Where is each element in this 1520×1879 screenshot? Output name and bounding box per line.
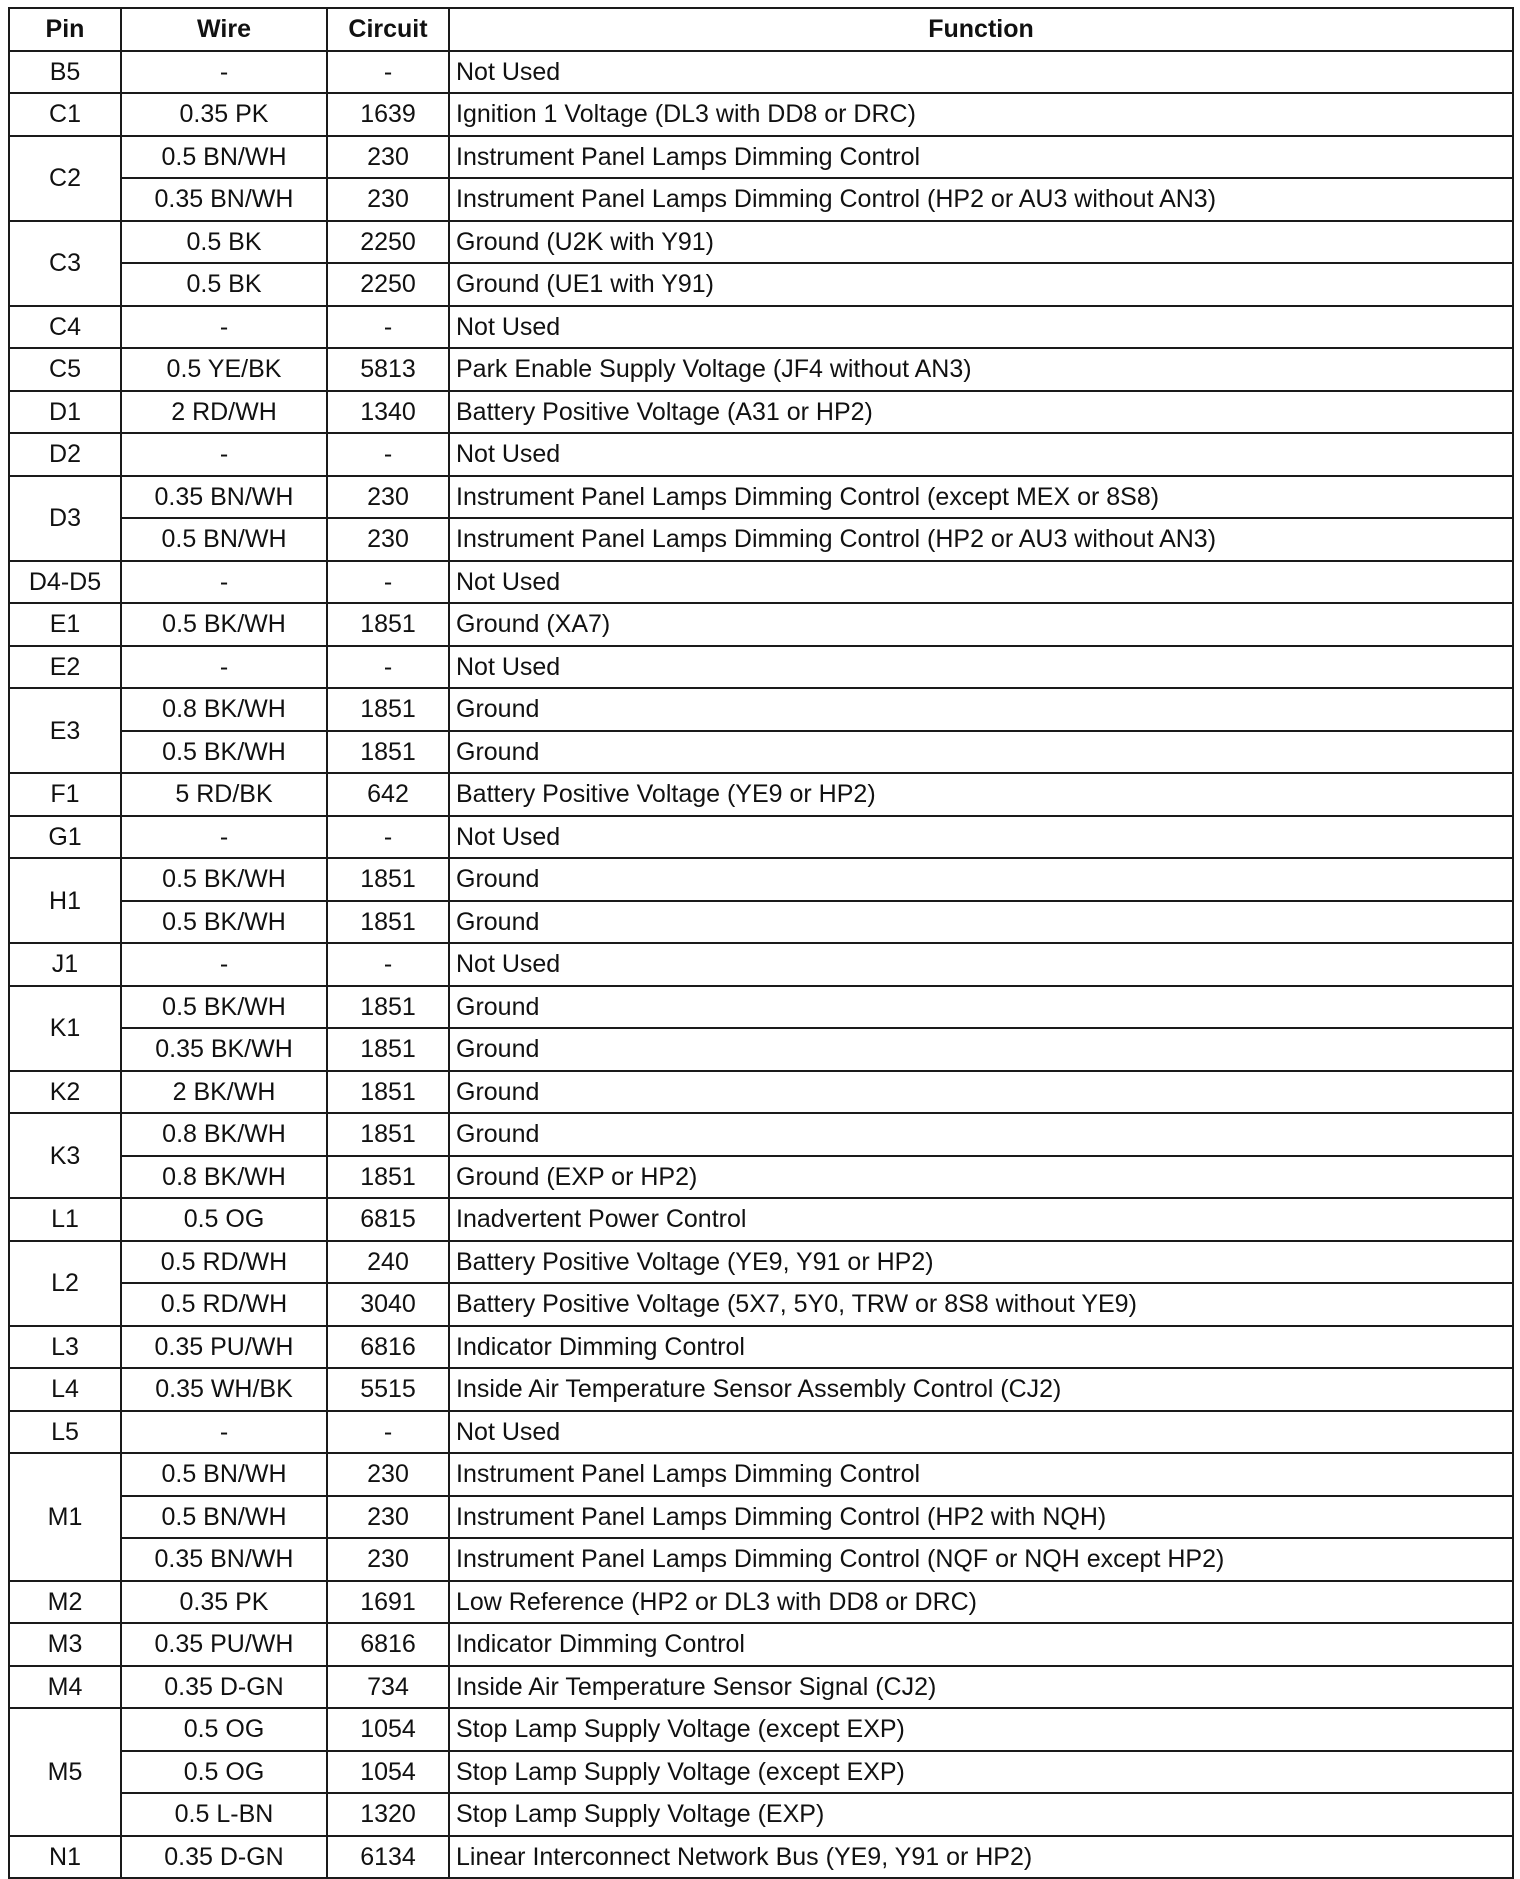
pin-cell: G1 <box>9 816 121 859</box>
table-row <box>9 518 1513 561</box>
function-cell: Inside Air Temperature Sensor Signal (CJ2) <box>449 1666 1513 1709</box>
table-row <box>9 1623 1513 1666</box>
function-cell: Not Used <box>449 1411 1513 1454</box>
wire-cell: 0.35 BN/WH <box>121 1538 327 1581</box>
table-row <box>9 1283 1513 1326</box>
circuit-cell: - <box>327 51 449 94</box>
circuit-cell: 6815 <box>327 1198 449 1241</box>
wire-cell: 0.8 BK/WH <box>121 688 327 731</box>
function-cell: Indicator Dimming Control <box>449 1326 1513 1369</box>
wire-cell: 0.35 BK/WH <box>121 1028 327 1071</box>
circuit-cell: 6816 <box>327 1623 449 1666</box>
circuit-cell: 1054 <box>327 1751 449 1794</box>
circuit-cell: 230 <box>327 178 449 221</box>
function-cell: Ground (XA7) <box>449 603 1513 646</box>
pin-cell: L1 <box>9 1198 121 1241</box>
pin-cell: B5 <box>9 51 121 94</box>
circuit-cell: 1851 <box>327 1156 449 1199</box>
table-row <box>9 1241 1513 1284</box>
table-row <box>9 306 1513 349</box>
pin-cell: L3 <box>9 1326 121 1369</box>
function-cell: Battery Positive Voltage (5X7, 5Y0, TRW or 8S8 without YE9) <box>449 1283 1513 1326</box>
table-row <box>9 1581 1513 1624</box>
function-cell: Not Used <box>449 943 1513 986</box>
table-row <box>9 1708 1513 1751</box>
function-cell: Not Used <box>449 646 1513 689</box>
wire-cell: - <box>121 646 327 689</box>
wire-cell: 0.5 BN/WH <box>121 1453 327 1496</box>
table-row <box>9 986 1513 1029</box>
table-row <box>9 773 1513 816</box>
function-cell: Ground (EXP or HP2) <box>449 1156 1513 1199</box>
wire-cell: 2 RD/WH <box>121 391 327 434</box>
circuit-cell: 1851 <box>327 1028 449 1071</box>
pin-cell: N1 <box>9 1836 121 1879</box>
function-cell: Low Reference (HP2 or DL3 with DD8 or DRC) <box>449 1581 1513 1624</box>
table-row <box>9 1326 1513 1369</box>
circuit-cell: 230 <box>327 136 449 179</box>
wire-cell: 0.5 OG <box>121 1751 327 1794</box>
circuit-cell: 1851 <box>327 858 449 901</box>
function-cell: Instrument Panel Lamps Dimming Control <box>449 136 1513 179</box>
circuit-cell: 1691 <box>327 1581 449 1624</box>
table-row <box>9 1411 1513 1454</box>
function-cell: Ground <box>449 1113 1513 1156</box>
table-row <box>9 136 1513 179</box>
table-row <box>9 1538 1513 1581</box>
circuit-cell: - <box>327 816 449 859</box>
circuit-cell: 1851 <box>327 603 449 646</box>
header-pin: Pin <box>9 8 121 51</box>
function-cell: Battery Positive Voltage (A31 or HP2) <box>449 391 1513 434</box>
function-cell: Not Used <box>449 306 1513 349</box>
pin-cell: M1 <box>9 1453 121 1581</box>
wire-cell: 0.5 YE/BK <box>121 348 327 391</box>
table-row <box>9 221 1513 264</box>
wire-cell: 0.5 OG <box>121 1708 327 1751</box>
table-body <box>9 51 1513 1879</box>
table-row <box>9 858 1513 901</box>
function-cell: Stop Lamp Supply Voltage (EXP) <box>449 1793 1513 1836</box>
function-cell: Ground <box>449 688 1513 731</box>
circuit-cell: 1851 <box>327 986 449 1029</box>
wire-cell: 0.5 BK/WH <box>121 603 327 646</box>
pin-cell: C5 <box>9 348 121 391</box>
pin-cell: C2 <box>9 136 121 221</box>
circuit-cell: - <box>327 306 449 349</box>
pin-cell: E2 <box>9 646 121 689</box>
wire-cell: - <box>121 51 327 94</box>
pin-cell: L2 <box>9 1241 121 1326</box>
function-cell: Ground <box>449 986 1513 1029</box>
function-cell: Ground (U2K with Y91) <box>449 221 1513 264</box>
circuit-cell: 230 <box>327 1538 449 1581</box>
table-row <box>9 1751 1513 1794</box>
wire-cell: - <box>121 943 327 986</box>
circuit-cell: 230 <box>327 1453 449 1496</box>
function-cell: Ground (UE1 with Y91) <box>449 263 1513 306</box>
pin-cell: D1 <box>9 391 121 434</box>
function-cell: Not Used <box>449 51 1513 94</box>
circuit-cell: 230 <box>327 1496 449 1539</box>
circuit-cell: 734 <box>327 1666 449 1709</box>
wire-cell: 0.5 BK/WH <box>121 986 327 1029</box>
table-row <box>9 603 1513 646</box>
wire-cell: 0.5 RD/WH <box>121 1241 327 1284</box>
pin-cell: M4 <box>9 1666 121 1709</box>
pin-cell: M5 <box>9 1708 121 1836</box>
circuit-cell: 1320 <box>327 1793 449 1836</box>
header-wire: Wire <box>121 8 327 51</box>
table-row <box>9 1793 1513 1836</box>
circuit-cell: 1851 <box>327 1071 449 1114</box>
pin-cell: J1 <box>9 943 121 986</box>
circuit-cell: 2250 <box>327 221 449 264</box>
table-row <box>9 433 1513 476</box>
header-circuit: Circuit <box>327 8 449 51</box>
function-cell: Not Used <box>449 433 1513 476</box>
function-cell: Inside Air Temperature Sensor Assembly Control (CJ2) <box>449 1368 1513 1411</box>
table-row <box>9 901 1513 944</box>
circuit-cell: 1851 <box>327 901 449 944</box>
pin-cell: E1 <box>9 603 121 646</box>
header-row <box>9 8 1513 51</box>
pin-cell: L4 <box>9 1368 121 1411</box>
circuit-cell: 6134 <box>327 1836 449 1879</box>
circuit-cell: 1340 <box>327 391 449 434</box>
circuit-cell: - <box>327 561 449 604</box>
table-row <box>9 1113 1513 1156</box>
circuit-cell: 1054 <box>327 1708 449 1751</box>
pin-cell: K3 <box>9 1113 121 1198</box>
circuit-cell: 1639 <box>327 93 449 136</box>
wire-cell: - <box>121 1411 327 1454</box>
function-cell: Ground <box>449 1028 1513 1071</box>
table-row <box>9 1198 1513 1241</box>
function-cell: Battery Positive Voltage (YE9 or HP2) <box>449 773 1513 816</box>
circuit-cell: 2250 <box>327 263 449 306</box>
circuit-cell: 5813 <box>327 348 449 391</box>
circuit-cell: 230 <box>327 518 449 561</box>
table-row <box>9 1156 1513 1199</box>
table-row <box>9 646 1513 689</box>
wire-cell: 2 BK/WH <box>121 1071 327 1114</box>
table-row <box>9 1071 1513 1114</box>
wire-cell: - <box>121 306 327 349</box>
function-cell: Instrument Panel Lamps Dimming Control (HP2 or AU3 without AN3) <box>449 518 1513 561</box>
function-cell: Instrument Panel Lamps Dimming Control (NQF or NQH except HP2) <box>449 1538 1513 1581</box>
pin-cell: C3 <box>9 221 121 306</box>
table-row <box>9 731 1513 774</box>
pin-cell: C4 <box>9 306 121 349</box>
wire-cell: 5 RD/BK <box>121 773 327 816</box>
pin-cell: E3 <box>9 688 121 773</box>
wire-cell: 0.8 BK/WH <box>121 1113 327 1156</box>
table-row <box>9 1496 1513 1539</box>
wire-cell: 0.35 PU/WH <box>121 1326 327 1369</box>
table-row <box>9 688 1513 731</box>
table-row <box>9 1028 1513 1071</box>
circuit-cell: 240 <box>327 1241 449 1284</box>
circuit-cell: - <box>327 433 449 476</box>
wire-cell: 0.35 PK <box>121 1581 327 1624</box>
wire-cell: 0.5 OG <box>121 1198 327 1241</box>
table-row <box>9 1666 1513 1709</box>
wire-cell: - <box>121 561 327 604</box>
table-row <box>9 1836 1513 1879</box>
wire-cell: 0.5 BK/WH <box>121 858 327 901</box>
function-cell: Instrument Panel Lamps Dimming Control <box>449 1453 1513 1496</box>
function-cell: Ground <box>449 731 1513 774</box>
wire-cell: 0.5 RD/WH <box>121 1283 327 1326</box>
function-cell: Battery Positive Voltage (YE9, Y91 or HP2) <box>449 1241 1513 1284</box>
wire-cell: 0.35 PU/WH <box>121 1623 327 1666</box>
function-cell: Indicator Dimming Control <box>449 1623 1513 1666</box>
wire-cell: 0.5 BK <box>121 263 327 306</box>
circuit-cell: 1851 <box>327 1113 449 1156</box>
wire-cell: 0.35 BN/WH <box>121 178 327 221</box>
circuit-cell: 642 <box>327 773 449 816</box>
circuit-cell: 5515 <box>327 1368 449 1411</box>
function-cell: Linear Interconnect Network Bus (YE9, Y91 or HP2) <box>449 1836 1513 1879</box>
function-cell: Ignition 1 Voltage (DL3 with DD8 or DRC) <box>449 93 1513 136</box>
table-row <box>9 263 1513 306</box>
wire-cell: 0.8 BK/WH <box>121 1156 327 1199</box>
wire-cell: 0.5 BK <box>121 221 327 264</box>
table-row <box>9 178 1513 221</box>
pin-cell: F1 <box>9 773 121 816</box>
pin-cell: L5 <box>9 1411 121 1454</box>
function-cell: Instrument Panel Lamps Dimming Control (HP2 or AU3 without AN3) <box>449 178 1513 221</box>
circuit-cell: 1851 <box>327 731 449 774</box>
wire-cell: 0.5 BN/WH <box>121 1496 327 1539</box>
pin-cell: C1 <box>9 93 121 136</box>
pin-cell: K2 <box>9 1071 121 1114</box>
table-row <box>9 476 1513 519</box>
pin-cell: D3 <box>9 476 121 561</box>
table-row <box>9 816 1513 859</box>
function-cell: Not Used <box>449 816 1513 859</box>
pinout-table <box>8 7 1514 1879</box>
circuit-cell: 230 <box>327 476 449 519</box>
wire-cell: 0.5 BN/WH <box>121 136 327 179</box>
table-row <box>9 943 1513 986</box>
pin-cell: H1 <box>9 858 121 943</box>
function-cell: Instrument Panel Lamps Dimming Control (HP2 with NQH) <box>449 1496 1513 1539</box>
table-row <box>9 391 1513 434</box>
function-cell: Ground <box>449 858 1513 901</box>
wire-cell: 0.35 BN/WH <box>121 476 327 519</box>
circuit-cell: - <box>327 943 449 986</box>
wire-cell: 0.35 D-GN <box>121 1666 327 1709</box>
pin-cell: M3 <box>9 1623 121 1666</box>
wire-cell: 0.5 BK/WH <box>121 731 327 774</box>
pin-cell: D2 <box>9 433 121 476</box>
circuit-cell: - <box>327 646 449 689</box>
function-cell: Instrument Panel Lamps Dimming Control (except MEX or 8S8) <box>449 476 1513 519</box>
header-function: Function <box>449 8 1513 51</box>
function-cell: Park Enable Supply Voltage (JF4 without AN3) <box>449 348 1513 391</box>
circuit-cell: 6816 <box>327 1326 449 1369</box>
wire-cell: 0.5 BN/WH <box>121 518 327 561</box>
wire-cell: 0.35 D-GN <box>121 1836 327 1879</box>
pin-cell: D4-D5 <box>9 561 121 604</box>
function-cell: Inadvertent Power Control <box>449 1198 1513 1241</box>
function-cell: Not Used <box>449 561 1513 604</box>
wire-cell: - <box>121 816 327 859</box>
wire-cell: 0.5 L-BN <box>121 1793 327 1836</box>
wire-cell: 0.5 BK/WH <box>121 901 327 944</box>
wire-cell: 0.35 PK <box>121 93 327 136</box>
circuit-cell: 1851 <box>327 688 449 731</box>
wire-cell: - <box>121 433 327 476</box>
table-row <box>9 93 1513 136</box>
circuit-cell: 3040 <box>327 1283 449 1326</box>
table-row <box>9 348 1513 391</box>
table-row <box>9 561 1513 604</box>
function-cell: Stop Lamp Supply Voltage (except EXP) <box>449 1751 1513 1794</box>
table-row <box>9 51 1513 94</box>
function-cell: Ground <box>449 1071 1513 1114</box>
wire-cell: 0.35 WH/BK <box>121 1368 327 1411</box>
table-row <box>9 1453 1513 1496</box>
pin-cell: K1 <box>9 986 121 1071</box>
circuit-cell: - <box>327 1411 449 1454</box>
function-cell: Stop Lamp Supply Voltage (except EXP) <box>449 1708 1513 1751</box>
function-cell: Ground <box>449 901 1513 944</box>
table-row <box>9 1368 1513 1411</box>
pin-cell: M2 <box>9 1581 121 1624</box>
